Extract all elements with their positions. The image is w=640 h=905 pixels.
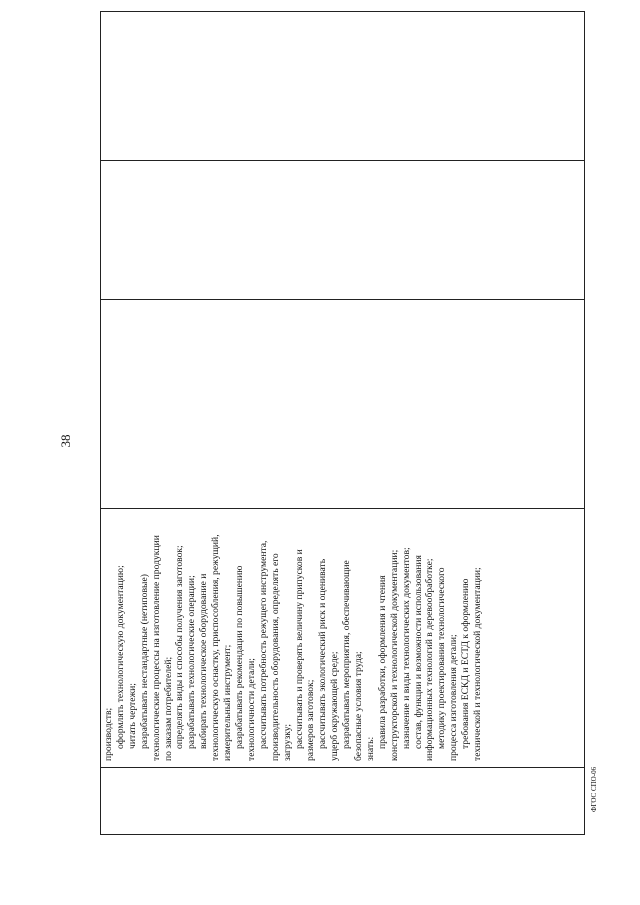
text-line: читать чертежи; — [126, 683, 138, 749]
rotated-sheet — [100, 15, 585, 835]
text-line: производительность оборудования, определять его — [269, 553, 281, 761]
text-line: требования ЕСКД и ЕСТД к оформлению — [460, 578, 472, 749]
table-cell-empty-2 — [101, 300, 585, 509]
table-row — [101, 12, 585, 835]
text-line: безопасные условия труда; — [353, 651, 365, 761]
text-line: оформлять технологическую документацию; — [114, 565, 126, 749]
text-line: информационных технологий в деревообработке; — [424, 558, 436, 761]
footer-label: ФГОС СПО-06 — [590, 766, 598, 812]
text-line: размеров заготовок; — [305, 679, 317, 761]
table-cell-empty-4 — [101, 12, 585, 161]
text-line: рассчитывать экологический риск и оценивать — [317, 558, 329, 749]
text-line: по заказам потребителей; — [162, 656, 174, 761]
text-line: ущерб окружающей среде; — [329, 651, 341, 761]
text-line: процесса изготовления детали; — [448, 634, 460, 761]
table-cell-competencies — [101, 509, 585, 768]
text-line: технологическую оснастку, приспособления, режущий, — [210, 534, 222, 761]
text-line: производств; — [103, 707, 114, 761]
text-line: правила разработки, оформления и чтения — [376, 575, 388, 749]
text-line: выбирать технологическое оборудование и — [198, 573, 210, 749]
text-line: технической и технологической документации; — [472, 567, 484, 761]
text-line: конструкторской и технологической документации; — [388, 549, 400, 761]
text-line: разрабатывать мероприятия, обеспечивающие — [341, 560, 353, 749]
text-line: назначение и виды технологических документов; — [400, 547, 412, 749]
text-line: разрабатывать рекомендации по повышению — [233, 565, 245, 749]
text-line: измерительный инструмент; — [222, 644, 234, 761]
competency-text — [101, 509, 484, 767]
text-line: состав, функции и возможности использования — [412, 555, 424, 749]
page-number: 38 — [58, 434, 73, 448]
text-line: рассчитывать потребность режущего инструмента, — [257, 540, 269, 749]
table-cell-empty-left — [101, 768, 585, 835]
text-line: определять виды и способы получения заготовок; — [174, 545, 186, 749]
text-line: знать: — [364, 736, 376, 761]
text-line: разрабатывать нестандартные (нетиповые) — [138, 574, 150, 749]
text-line: методику проектирования технологического — [436, 567, 448, 749]
text-line: загрузку; — [281, 723, 293, 761]
text-line: технологичности детали; — [245, 658, 257, 761]
table-cell-empty-3 — [101, 161, 585, 300]
text-line: разрабатывать технологические операции; — [186, 575, 198, 749]
text-line: рассчитывать и проверять величину припусков и — [293, 549, 305, 749]
standards-table — [100, 11, 585, 835]
text-line: технологические процессы на изготовление продукции — [150, 535, 162, 761]
